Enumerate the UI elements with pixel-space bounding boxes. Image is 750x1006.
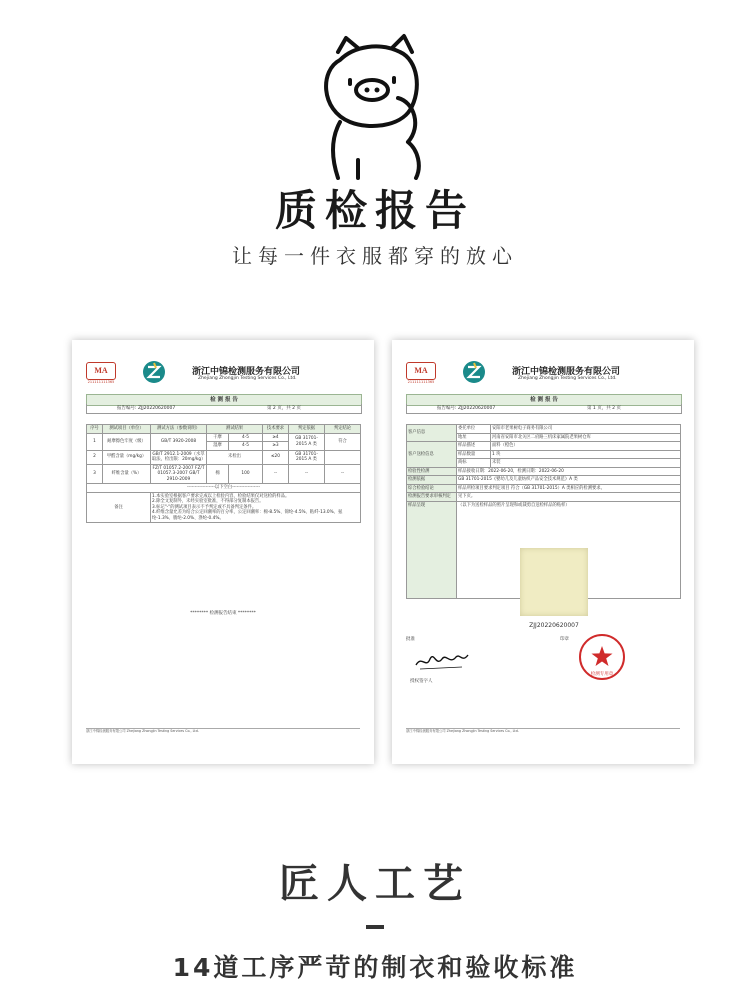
report-page-1[interactable] (392, 340, 694, 764)
report-number: 报告编号: ZJJ20220620007 (437, 406, 496, 411)
page-subtitle: 让每一件衣服都穿的放心 (232, 244, 518, 268)
seal-label: 印章 (560, 637, 569, 642)
table-row: 2 甲醛含量（mg/kg） GB/T 2912.1-2009（水萃取法，检出限：20mg/kg） 未检出 ≤20 GB 31701-2015 A 类 (87, 450, 361, 464)
page-info: 第 1 页，共 2 页 (587, 406, 621, 411)
handwritten-signature (412, 645, 472, 675)
signer-label: 授权签字人 (410, 679, 433, 684)
approve-label: 批准 (406, 637, 415, 642)
table-header: 判定结论 (325, 425, 361, 434)
table-header: 技术要求 (263, 425, 289, 434)
report-band-title: 检 测 报 告 (86, 394, 362, 406)
report-ref-row (86, 404, 362, 414)
report-footer: 浙江中锦检测服务有限公司 Zhejiang Zhongjin Testing Services Co., Ltd. (86, 728, 360, 734)
section-divider (366, 925, 384, 929)
table-header: 测试结果 (207, 425, 263, 434)
zhongjin-zj-logo (462, 360, 486, 384)
pig-mascot-phone-icon (310, 30, 440, 180)
zhongjin-zj-logo (142, 360, 166, 384)
info-table: 客户信息 委托单位 安阳市老果树电子商务有限公司 地址 河南省安阳市北关区二府路三机床家属院老果树仓库 客户送检信息 样品描述 面料（橙色） 样品数量 1 块 商标 未装 检验性检测 样品接收日期：2022-06-20，检测日期：2022-06-20 检测依据 GB 31701-2015《婴幼儿及儿童纺织产品安全技术规范》A 类 综合检验结论 样品所检项目要求判定项目 符合（GB 31701-2015）A 类相应的检测要求。 检测报告要求审核判定 见下页。 样品呈现 （以下为送检样品的照片呈现和或裁剪自送检样品的贴样） (406, 424, 681, 599)
table-header: 序号 (87, 425, 103, 434)
notes-body: 1.本实验室根据客户要求完成以上检验内容，检验结果仅对送检的样品。 2.除全文复制外，未经实验室批准，不得部分复制本报告。 3.标记"-"的测试项目表示不予判定或不具备判定条件。 4.纤维含量允差为结合公定回潮率的百分率，公定回潮率：棉-8.5%、锦纶-4.5%、粘纤-13.0%、氨纶-1.3%、腈纶-2.0%、涤纶-0.4%。 (151, 492, 361, 523)
ma-number: 211111111365 (87, 380, 115, 384)
notes-row (87, 492, 361, 523)
table-row: 1 耐摩擦色牢度（级） GB/T 3920-2008 干摩 4-5 ≥4 GB 31701-2015 A 类 符合 (87, 433, 361, 442)
table-header-row (87, 425, 361, 434)
table-header: 判定依据 (289, 425, 325, 434)
sample-code: ZJJ20220620007 (529, 622, 579, 629)
table-header: 测试方法（参数说明） (151, 425, 207, 434)
fabric-sample-photo (520, 548, 588, 616)
seal-text: 检测专用章 (590, 672, 614, 677)
report-page-2[interactable] (72, 340, 374, 764)
ma-certification-logo: MA (406, 362, 436, 380)
report-end-text: ******** 检测报告结束 ******** (190, 611, 256, 616)
table-header: 测试项目（单位） (103, 425, 151, 434)
page-title: 质检报告 (274, 186, 475, 235)
table-row (87, 484, 361, 493)
page-info: 第 2 页，共 2 页 (267, 406, 301, 411)
table-row: 湿摩 4-5 ≥3 (87, 442, 361, 451)
org-name-cn: 浙江中锦检测服务有限公司 (512, 367, 621, 377)
org-name-cn: 浙江中锦检测服务有限公司 (192, 367, 301, 377)
report-band-title: 检 测 报 告 (406, 394, 682, 406)
ma-certification-logo: MA (86, 362, 116, 380)
org-name-en: Zhejiang Zhongjin Testing Services Co., Ltd. (198, 376, 297, 381)
blank-line: ------------------以下空白------------------ (87, 484, 361, 493)
section-subtitle: 14道工序严苛的制衣和验收标准 (172, 953, 578, 982)
report-number: 报告编号: ZJJ20220620007 (117, 406, 176, 411)
report-footer: 浙江中锦检测服务有限公司 Zhejiang Zhongjin Testing Services Co., Ltd. (406, 728, 680, 734)
org-name-en: Zhejiang Zhongjin Testing Services Co., Ltd. (518, 376, 617, 381)
section-title: 匠人工艺 (279, 861, 471, 907)
table-row: 3 纤维含量（%） FZ/T 01057.2-2007 FZ/T 01057.3-2007 GB/T 2910-2009 棉 100 -- -- -- (87, 464, 361, 484)
ma-number: 211111111365 (407, 380, 435, 384)
notes-label: 备注 (87, 492, 151, 523)
results-table (86, 424, 361, 523)
report-ref-row (406, 404, 682, 414)
